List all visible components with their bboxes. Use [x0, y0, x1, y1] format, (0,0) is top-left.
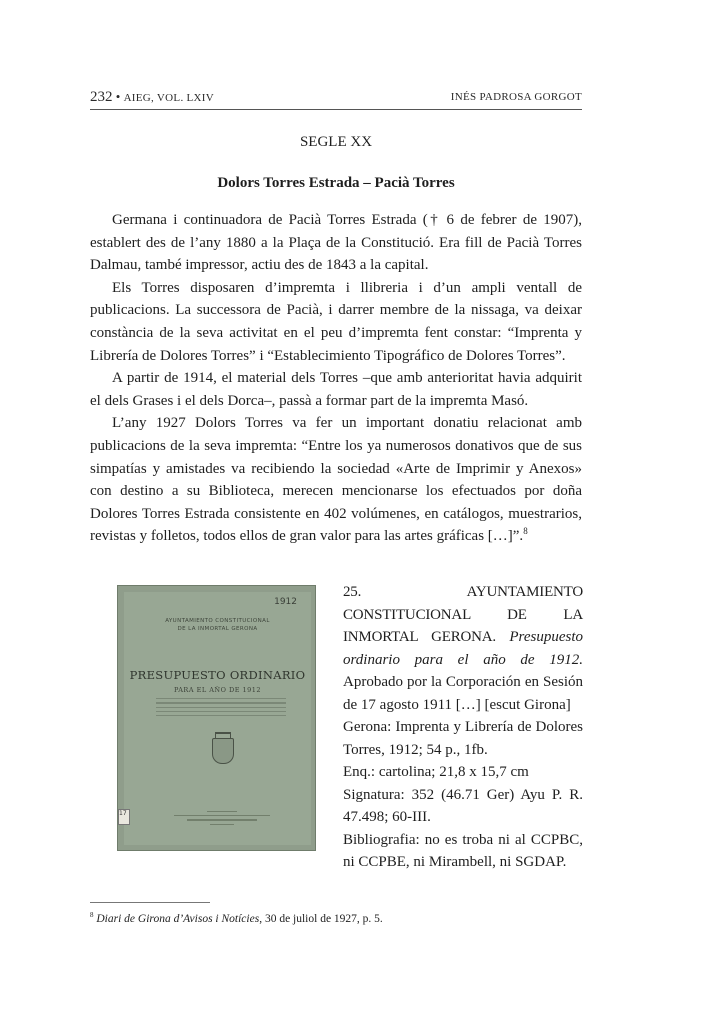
- cover-line-2: DE LA INMORTAL GERONA: [177, 626, 258, 632]
- running-header: [90, 89, 582, 107]
- paragraph-with-note: [90, 412, 582, 548]
- catalog-bibliography: Bibliografia: no es troba ni al CCPBC, ni CCPBE, ni Mirambell, ni SGDAP.: [343, 831, 583, 870]
- footnote-number: 8: [90, 911, 94, 919]
- catalog-work-title: Presupuesto ordinario para el año de 1912.: [343, 629, 583, 668]
- page-number: 232: [90, 89, 113, 105]
- paragraph: A partir de 1914, el material dels Torres –que amb anterioritat havia adquirit el dels Grases i el dels Dorca–, passà a formar part de la impremta Masó.: [90, 370, 582, 409]
- footnote-text: , 30 de juliol de 1927, p. 5.: [259, 912, 383, 925]
- header-rule: [90, 109, 582, 110]
- paragraph: Germana i continuadora de Pacià Torres Estrada († 6 de febrer de 1907), establert des de l’any 1880 a la Plaça de la Constitució. Era fill de Pacià Torres Dalmau, també impressor, actiu des de 1843 a la capital.: [90, 212, 582, 274]
- header-bullet: •: [115, 89, 121, 104]
- catalog-binding: Enq.: cartolina; 21,8 x 15,7 cm: [343, 764, 529, 780]
- catalog-title-block: [343, 581, 583, 716]
- journal-name: AIEG, VOL. LXIV: [123, 92, 215, 104]
- booklet-cover-image: [117, 585, 316, 851]
- shelf-label: 17: [118, 809, 130, 825]
- footnote: [90, 908, 582, 927]
- catalog-entry: [343, 581, 583, 874]
- catalog-entry-heading: 25. AYUNTAMIENTO CONSTITUCIONAL DE LA INMORTAL GERONA.: [343, 584, 583, 645]
- cover-paper: [124, 592, 311, 845]
- footnote-ref: 8: [523, 526, 528, 537]
- catalog-signature: Signatura: 352 (46.71 Ger) Ayu P. R. 47.498; 60-III.: [343, 786, 583, 825]
- paragraph: Els Torres disposaren d’impremta i llibreria i d’un ampli ventall de publicacions. La successora de Pacià, i darrer membre de la nissaga, va deixar constància de la seva activitat en el peu d’impremta fent constar: “Imprenta y Librería de Dolores Torres” i “Establecimiento Tipográfico de Dolores Torres”.: [90, 279, 582, 364]
- cover-subtitle: PARA EL AÑO DE 1912: [173, 686, 262, 694]
- cover-imprint-lines: [174, 811, 270, 828]
- catalog-details: Aprobado por la Corporación en Sesión de 17 agosto 1911 […] [escut Girona]: [343, 674, 583, 713]
- paragraph-text: L’any 1927 Dolors Torres va fer un important donatiu relacionat amb publicacions de la seva impremta: “Entre los ya numerosos donativos que de sus simpatías y amistades va recibiendo la sociedad «Arte de Imprimir y Anexos» con destino a su Biblioteca, merecen mencionarse los efectuados por doña Dolores Torres Estrada consistente en 402 volúmenes, en catálogos, muestrarios, revistas y folletos, todos ellos de gran valor para las artes gráficas […]”.: [90, 415, 582, 545]
- body-text: [90, 209, 582, 548]
- cover-line-1: AYUNTAMIENTO CONSTITUCIONAL: [165, 618, 270, 624]
- footnote-rule: [90, 902, 210, 903]
- footnote-source: Diari de Girona d’Avisos i Notícies: [96, 912, 260, 925]
- subsection-title: Dolors Torres Estrada – Pacià Torres: [217, 175, 455, 191]
- cover-fine-print: [156, 698, 286, 719]
- cover-title: PRESUPUESTO ORDINARIO: [129, 668, 306, 682]
- section-title: SEGLE XX: [299, 134, 373, 150]
- catalog-imprint: Gerona: Imprenta y Librería de Dolores Torres, 1912; 54 p., 1fb.: [343, 719, 583, 758]
- handwritten-year: 1912: [274, 597, 297, 607]
- author-name: INÉS PADROSA GORGOT: [450, 91, 582, 103]
- girona-crest-icon: [212, 738, 234, 764]
